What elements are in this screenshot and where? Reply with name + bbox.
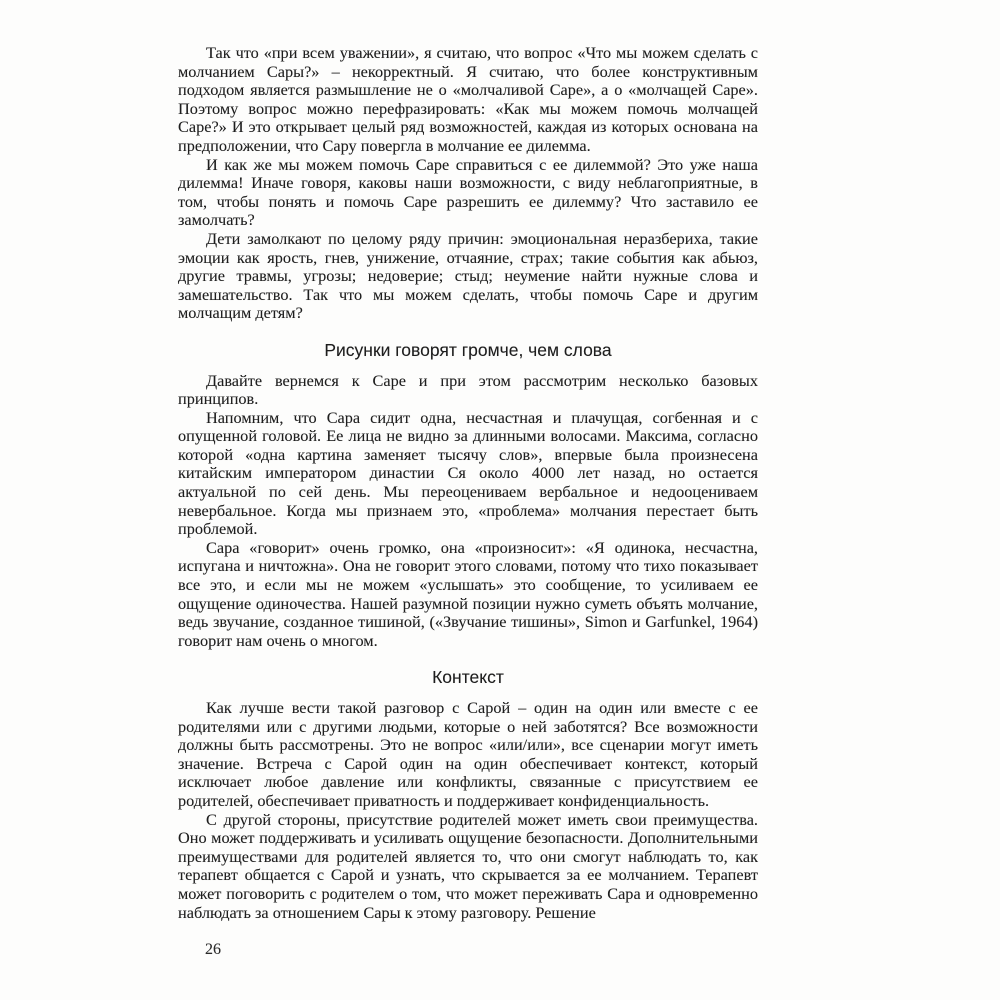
section-heading-pictures: Рисунки говорят громче, чем слова xyxy=(324,339,612,360)
paragraph: Так что «при всем уважении», я считаю, что вопрос «Что мы можем сделать с молчанием Сары?» – некорректный. Я считаю, что более конструктивным подходом является размышление не о «молчаливой Саре», а о «молчащей Саре». Поэтому вопрос можно перефразировать: «Как мы можем помочь молчащей Саре?» И это открывает целый ряд возможностей, каждая из которых основана на предположении, что Сару повергла в молчание ее дилемма. xyxy=(178,43,758,155)
paragraph: Сара «говорит» очень громко, она «произносит»: «Я одинока, несчастна, испугана и ничтожна». Она не говорит этого словами, потому что тихо показывает все это, и если мы не можем «услышать» это сообщение, то усиливаем ее ощущение одиночества. Нашей разумной позиции нужно суметь объять молчание, ведь звучание, созданное тишиной, («Звучание тишины», Simon и Garfunkel, 1964) говорит нам очень о многом. xyxy=(178,537,758,650)
text-column xyxy=(178,44,758,922)
paragraph: С другой стороны, присутствие родителей может иметь свои преимущества. Оно может поддерживать и усиливать ощущение безопасности. Дополнительными преимуществами для родителей является то, что они смогут наблюдать то, как терапевт общается с Сарой и узнать, что скрывается за ее молчанием. Терапевт может поговорить с родителем о том, что может переживать Сара и одновременно наблюдать за отношением Сары к этому разговору. Решение xyxy=(178,809,758,922)
paragraph: Напомним, что Сара сидит одна, несчастная и плачущая, согбенная и с опущенной головой. Ее лица не видно за длинными волосами. Максима, согласно которой «одна картина заменяет тысячу слов», впервые была произнесена китайским императором династии Ся около 4000 лет назад, но остается актуальной по сей день. Мы переоцениваем вербальное и недооцениваем невербальное. Когда мы признаем это, «проблема» молчания перестает быть проблемой. xyxy=(178,407,758,539)
page-number: 26 xyxy=(205,941,221,958)
paragraph: Давайте вернемся к Саре и при этом рассмотрим несколько базовых принципов. xyxy=(178,370,758,409)
section-heading-context: Контекст xyxy=(432,667,504,688)
paragraph: Дети замолкают по целому ряду причин: эмоциональная неразбериха, такие эмоции как ярость, гнев, унижение, отчаяние, страх; такие события как абьюз, другие травмы, угрозы; недоверие; стыд; неумение найти нужные слова и замешательство. Так что мы можем сделать, чтобы помочь Саре и другим молчащим детям? xyxy=(178,228,758,323)
paragraph: И как же мы можем помочь Саре справиться с ее дилеммой? Это уже наша дилемма! Иначе говоря, каковы наши возможности, с виду неблагоприятные, в том, чтобы понять и помочь Саре разрешить ее дилемму? Что заставило ее замолчать? xyxy=(178,154,758,230)
paragraph: Как лучше вести такой разговор с Сарой – один на один или вместе с ее родителями или с другими людьми, которые о ней заботятся? Все возможности должны быть рассмотрены. Это не вопрос «или/или», все сценарии могут иметь значение. Встреча с Сарой один на один обеспечивает контекст, который исключает любое давление или конфликты, связанные с присутствием ее родителей, обеспечивает приватность и поддерживает конфиденциальность. xyxy=(178,698,758,810)
